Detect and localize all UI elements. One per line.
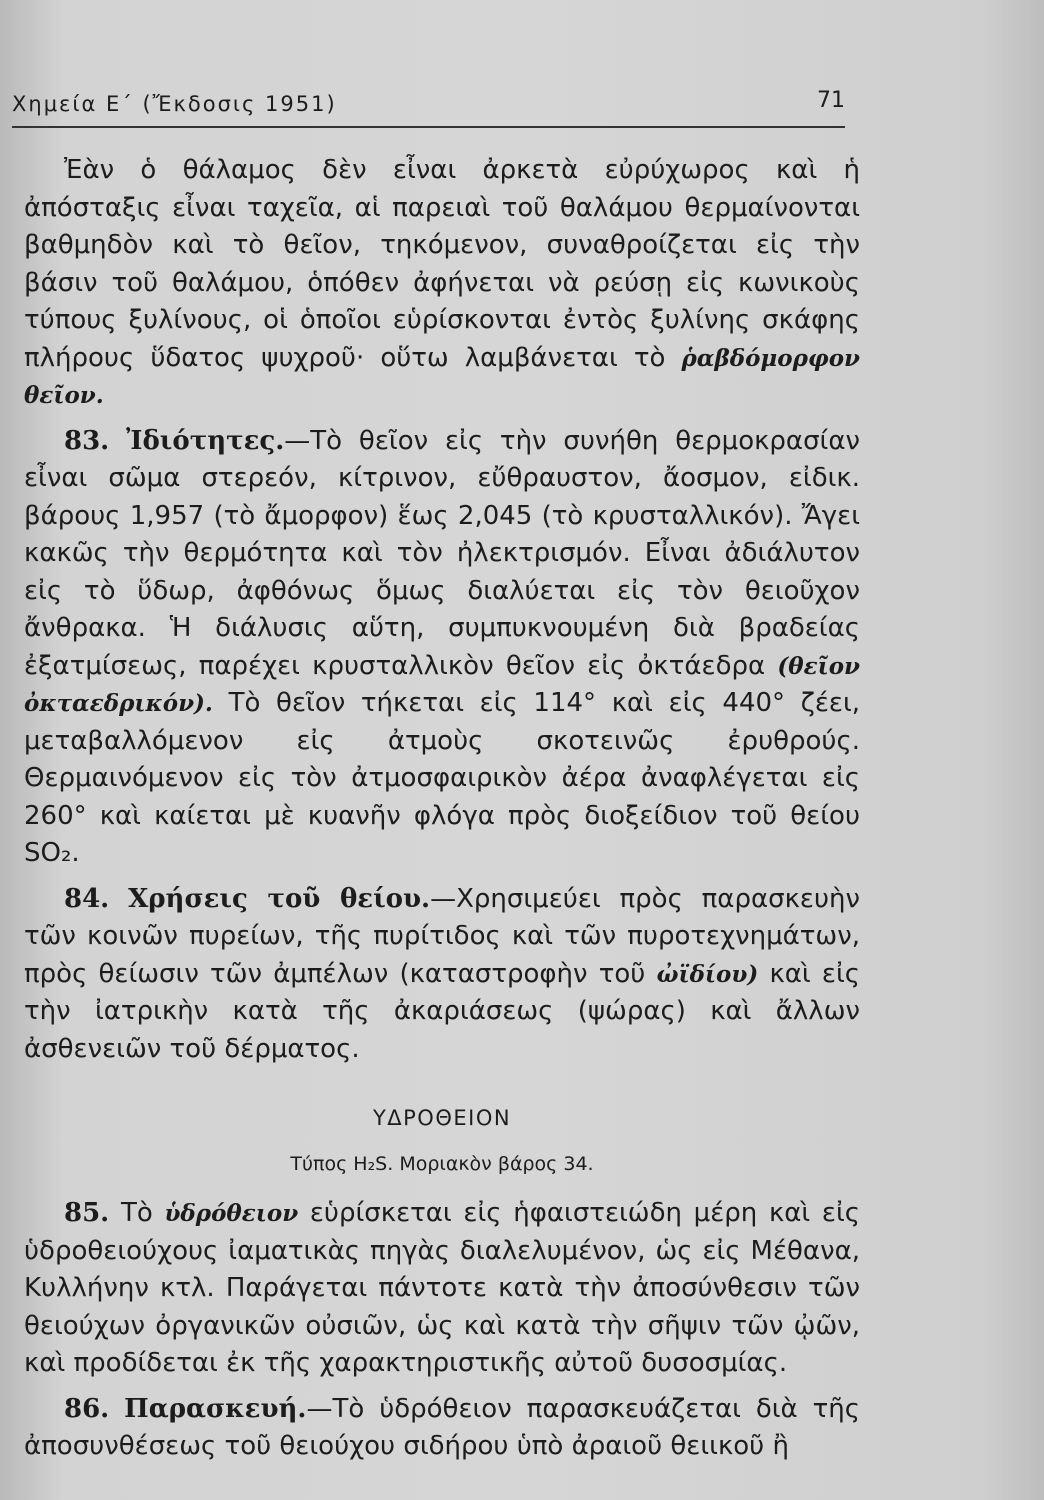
section-84-term: ὠϊδίου) (656, 960, 759, 988)
page-number: 71 (817, 88, 845, 113)
section-83-text-b: Τὸ θεῖον τήκεται εἰς 114° καὶ εἰς 440° ζέει, μεταβαλλόμενον εἰς ἀτμοὺς σκοτεινῶς ἐρυθρούς. Θερμαινόμενον εἰς τὸν ἀτμοσφαιρικὸν ἀέρα ἀναφλέγεται εἰς 260° καὶ καίεται μὲ κυανῆν φλόγα πρὸς διοξείδιον τοῦ θείου SO₂. (24, 688, 861, 868)
section-84-paragraph (24, 881, 860, 1069)
section-85-number: 85. (64, 1198, 110, 1228)
section-heading: ΥΔΡΟΘΕΙΟΝ (372, 1106, 512, 1130)
section-85-term: ὑδρόθειον (164, 1200, 299, 1227)
section-84-text-b: καὶ εἰς τὴν ἰατρικὴν κατὰ τῆς ἀκαριάσεως (ψώρας) καὶ ἄλλων ἀσθενειῶν τοῦ δέρματος. (24, 958, 861, 1064)
section-86-number: 86. (64, 1393, 110, 1424)
intro-paragraph (24, 152, 860, 415)
formula-line: Τύπος H₂S. Μοριακὸν βάρος 34. (290, 1152, 594, 1175)
section-83-number: 83. (64, 425, 110, 456)
section-86-title: Παρασκευή. (124, 1393, 307, 1424)
section-86-text: —Τὸ ὑδρόθειον παρασκευάζεται διὰ τῆς ἀποσυνθέσεως τοῦ θειούχου σιδήρου ὑπὸ ἀραιοῦ θειικοῦ ἢ (24, 1393, 860, 1461)
running-header (12, 86, 845, 128)
section-83-title: Ἰδιότητες. (126, 425, 285, 456)
page-body (24, 152, 860, 1474)
running-title: Χημεία Ε΄ (Ἔκδοσις 1951) (12, 92, 337, 116)
section-84-number: 84. (64, 883, 110, 914)
section-85-paragraph (24, 1195, 860, 1383)
section-83-paragraph (24, 423, 860, 873)
intro-term: ῥαβδόμορφον θεῖον. (24, 344, 861, 409)
section-84-text-a: —Χρησιμεύει πρὸς παρασκευὴν τῶν κοινῶν πυρείων, τῆς πυρίτιδος καὶ τῶν πυροτεχνημάτων, πρὸς θείωσιν τῶν ἀμπέλων (καταστροφὴν τοῦ (24, 883, 860, 989)
section-83-text-a: —Τὸ θεῖον εἰς τὴν συνήθη θερμοκρασίαν εἶναι σῶμα στερεόν, κίτρινον, εὔθραυστον, ἄοσμον, εἰδικ. βάρους 1,957 (τὸ ἄμορφον) ἕως 2,045 (τὸ κρυσταλλικόν). Ἄγει κακῶς τὴν θερμότητα καὶ τὸν ἠλεκτρισμόν. Εἶναι ἀδιάλυτον εἰς τὸ ὕδωρ, ἀφθόνως ὅμως διαλύεται εἰς τὸν θειοῦχον ἄνθρακα. Ἡ διάλυσις αὕτη, συμπυκνουμένη διὰ βραδείας ἐξατμίσεως, παρέχει κρυσταλλικὸν θεῖον εἰς ὀκτάεδρα (24, 425, 861, 681)
section-84-title: Χρήσεις τοῦ θείου. (128, 883, 431, 914)
section-86-paragraph (24, 1391, 860, 1466)
intro-text: Ἐὰν ὁ θάλαμος δὲν εἶναι ἀρκετὰ εὐρύχωρος καὶ ἡ ἀπόσταξις εἶναι ταχεῖα, αἱ παρειαὶ τοῦ θαλάμου θερμαίνονται βαθμηδὸν καὶ τὸ θεῖον, τηκόμενον, συναθροίζεται εἰς τὴν βάσιν τοῦ θαλάμου, ὁπόθεν ἀφήνεται νὰ ρεύσῃ εἰς κωνικοὺς τύπους ξυλίνους, οἱ ὁποῖοι εὑρίσκονται ἐντὸς ξυλίνης σκάφης πλήρους ὕδατος ψυχροῦ· οὕτω λαμβάνεται τὸ (24, 155, 860, 373)
section-85-text-pre: Τὸ (120, 1198, 153, 1228)
section-83-term: (θεῖον ὀκταεδρικόν). (24, 652, 861, 717)
section-85-text: εὑρίσκεται εἰς ἡφαιστειώδη μέρη καὶ εἰς ὑδροθειούχους ἰαματικὰς πηγὰς διαλελυμένον, ὡς εἰς Μέθανα, Κυλλήνην κτλ. Παράγεται πάντοτε κατὰ τὴν ἀποσύνθεσιν τῶν θειούχων ὀργανικῶν οὐσιῶν, ὡς καὶ κατὰ τὴν σῆψιν τῶν ᾠῶν, καὶ προδίδεται ἐκ τῆς χαρακτηριστικῆς αὐτοῦ δυσοσμίας. (24, 1198, 861, 1378)
